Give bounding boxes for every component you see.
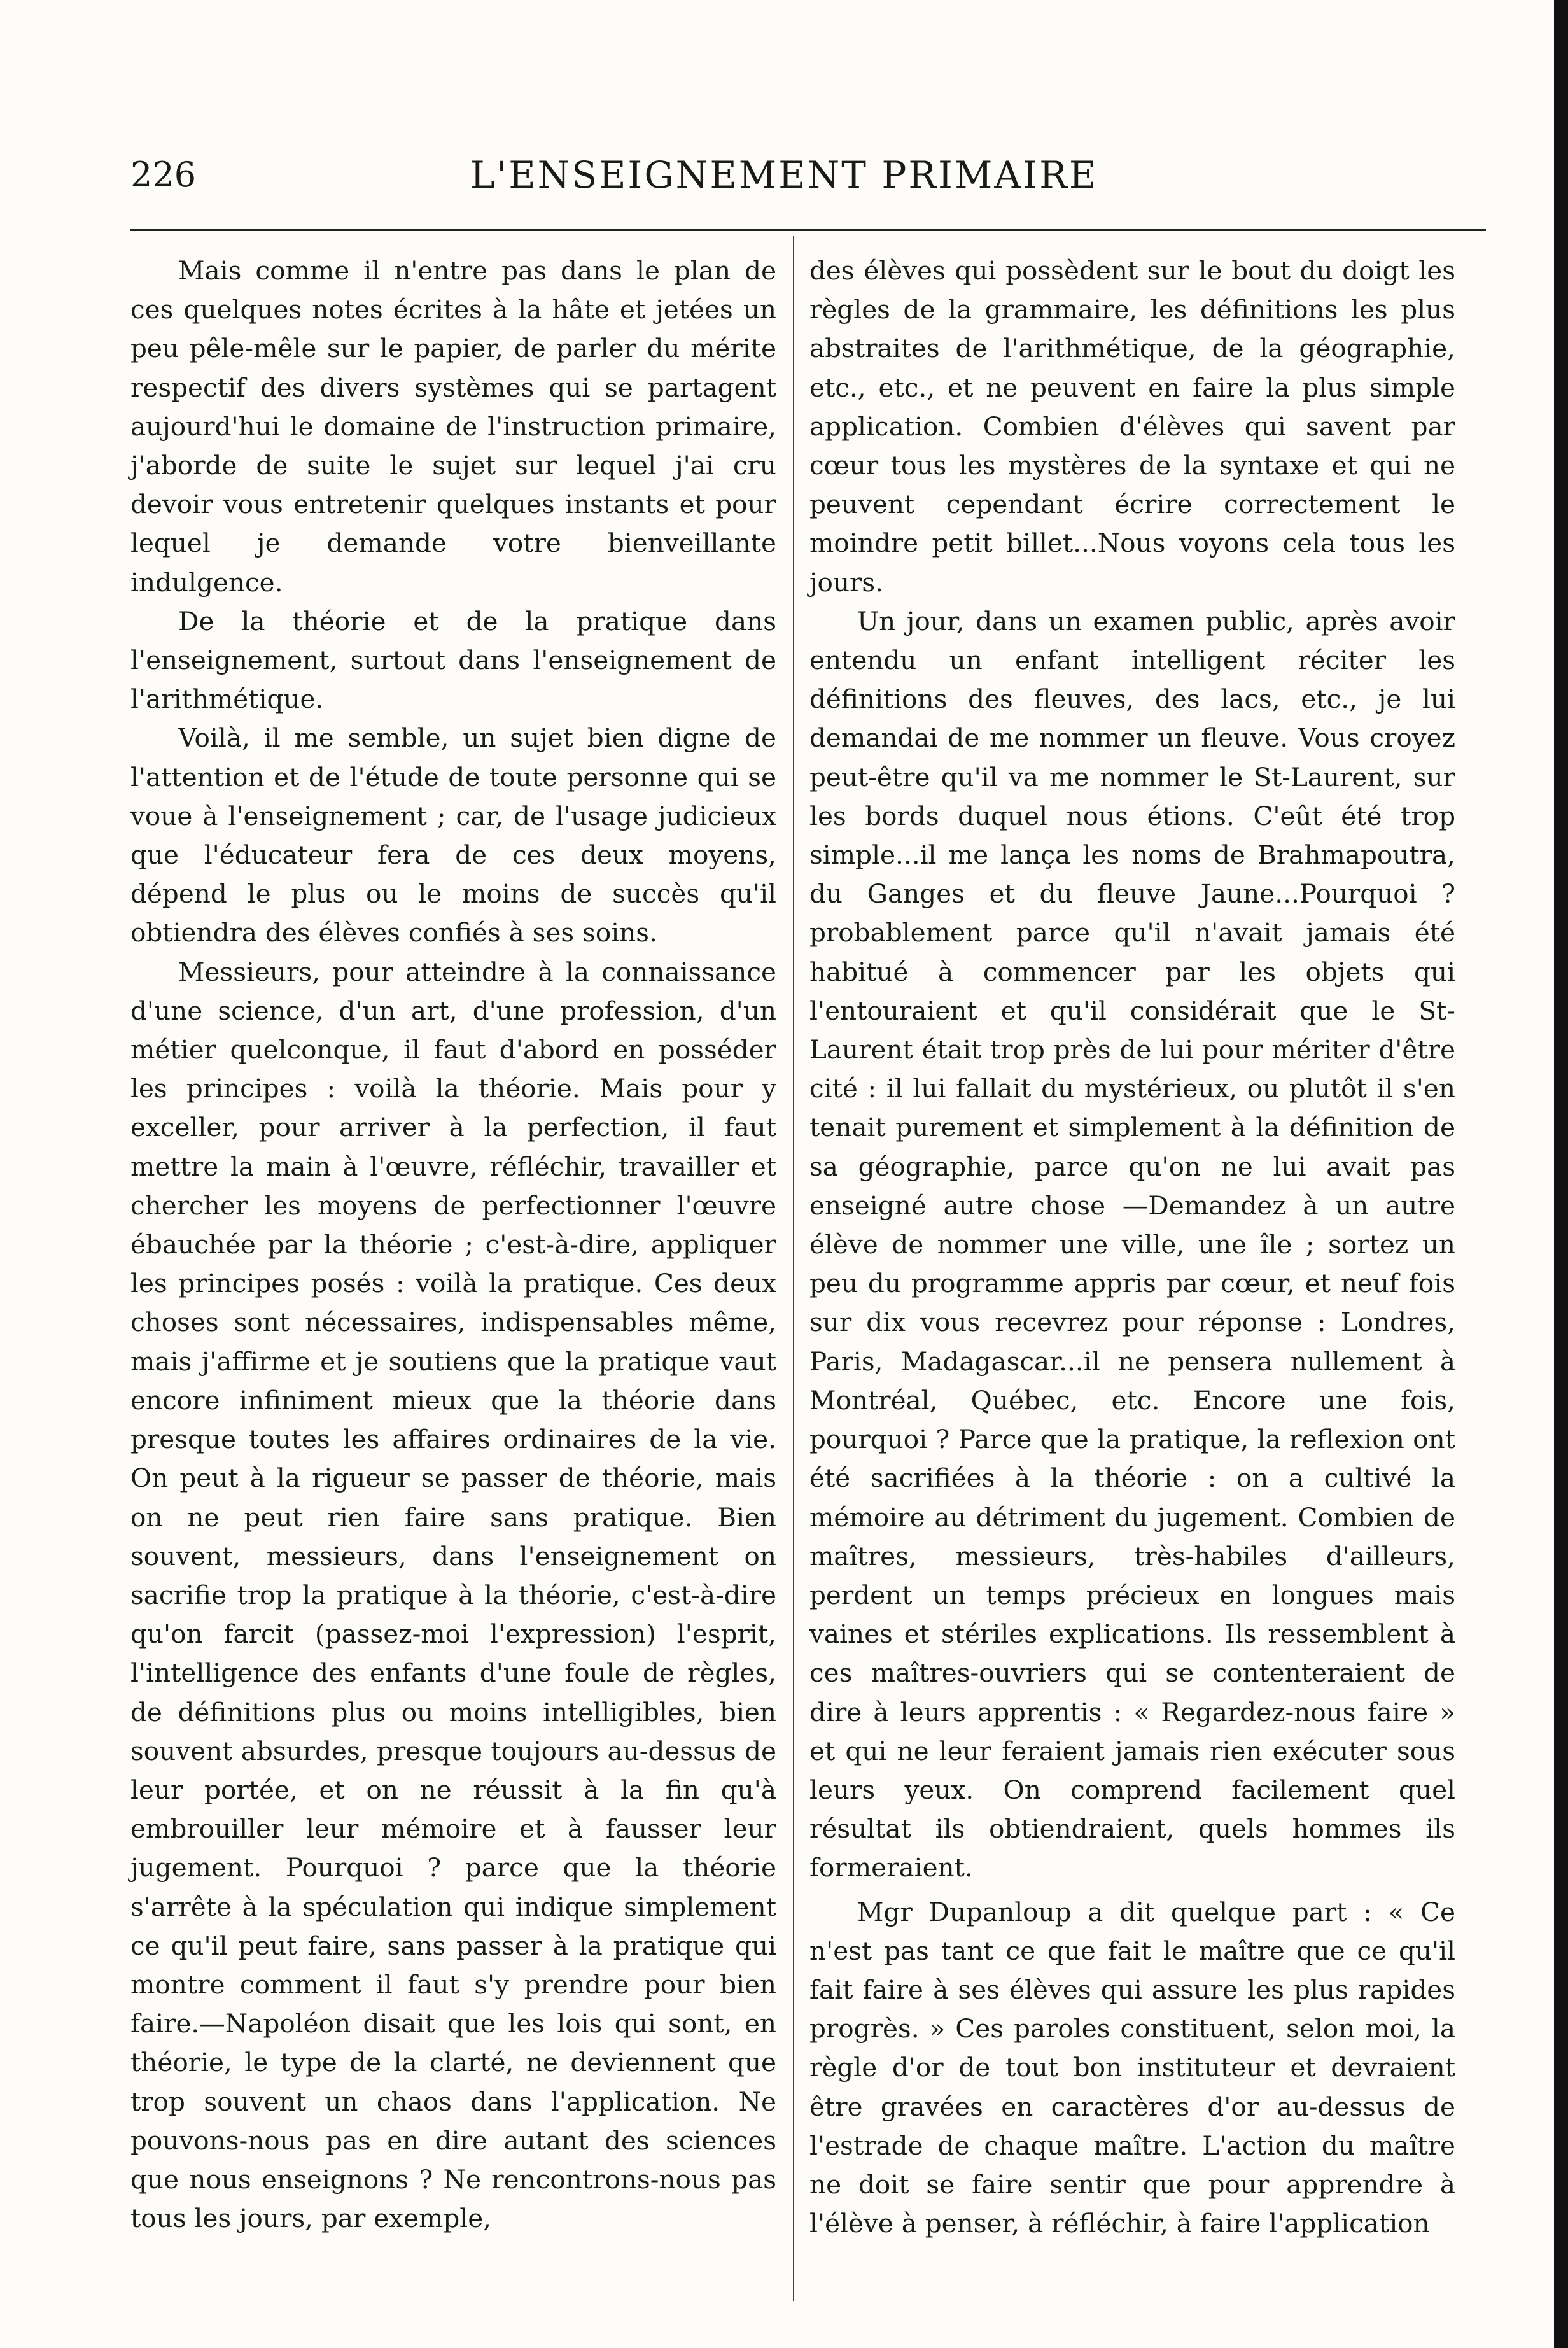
- left-column: [130, 251, 776, 2238]
- running-title: L'ENSEIGNEMENT PRIMAIRE: [470, 153, 1098, 197]
- paragraph-subject: De la théorie et de la pratique dans l'enseignement, surtout dans l'enseignement de l'arithmétique.: [130, 605, 776, 715]
- paragraph-continued: des élèves qui possèdent sur le bout du doigt les règles de la grammaire, les définitions les plus abstraites de l'arithmétique, de la géographie, etc., etc., et ne peuvent en faire la plus simple application. Combien d'élèves qui savent par cœur tous les mystères de la syntaxe et qui ne peuvent cependant écrire correctement le moindre petit billet...Nous voyons cela tous les jours.: [809, 255, 1455, 598]
- paragraph: Mais comme il n'entre pas dans le plan de ces quelques notes écrites à la hâte et jetées un peu pêle-mêle sur le papier, de parler du mérite respectif des divers systèmes qui se partagent aujourd'hui le domaine de l'instruction primaire, j'aborde de suite le sujet sur lequel j'ai cru devoir vous entretenir quelques instants et pour lequel je demande votre bienveillante indulgence.: [130, 255, 776, 598]
- paragraph: Voilà, il me semble, un sujet bien digne de l'attention et de l'étude de toute personne qui se voue à l'enseignement ; car, de l'usage judicieux que l'éducateur fera de ces deux moyens, dépend le plus ou le moins de succès qu'il obtiendra des élèves confiés à ses soins.: [130, 722, 776, 948]
- page-number: 226: [130, 155, 197, 195]
- column-divider: [793, 236, 794, 2301]
- paragraph: Un jour, dans un examen public, après avoir entendu un enfant intelligent réciter les définitions des fleuves, des lacs, etc., je lui demandai de me nommer un fleuve. Vous croyez peut-être qu'il va me nommer le St-Laurent, sur les bords duquel nous étions. C'eût été trop simple...il me lança les noms de Brahmapoutra, du Ganges et du fleuve Jaune...Pourquoi ? probablement parce qu'il n'avait jamais été habitué à commencer par les objets qui l'entouraient et qu'il considérait que le St-Laurent était trop près de lui pour mériter d'être cité : il lui fallait du mystérieux, ou plutôt il s'en tenait purement et simplement à la définition de sa géographie, parce qu'on ne lui avait pas enseigné autre chose —Demandez à un autre élève de nommer une ville, une île ; sortez un peu du programme appris par cœur, et neuf fois sur dix vous recevrez pour réponse : Londres, Paris, Madagascar...il ne pensera nullement à Montréal, Québec, etc. Encore une fois, pourquoi ? Parce que la pratique, la reflexion ont été sacrifiées à la théorie : on a cultivé la mémoire au détriment du jugement. Combien de maîtres, messieurs, très-habiles d'ailleurs, perdent un temps précieux en longues mais vaines et stériles explications. Ils ressemblent à ces maîtres-ouvriers qui se contenteraient de dire à leurs apprentis : « Regardez-nous faire » et qui ne leur feraient jamais rien exécuter sous leurs yeux. On comprend facilement quel résultat ils obtiendraient, quels hommes ils formeraient.: [809, 605, 1455, 1883]
- right-column: [809, 251, 1455, 2243]
- paragraph: Messieurs, pour atteindre à la connaissance d'une science, d'un art, d'une profession, d'un métier quelconque, il faut d'abord en posséder les principes : voilà la théorie. Mais pour y exceller, pour arriver à la perfection, il faut mettre la main à l'œuvre, réfléchir, travailler et chercher les moyens de perfectionner l'œuvre ébauchée par la théorie ; c'est-à-dire, appliquer les principes posés : voilà la pratique. Ces deux choses sont nécessaires, indispensables même, mais j'affirme et je soutiens que la pratique vaut encore infiniment mieux que la théorie dans presque toutes les affaires ordinaires de la vie. On peut à la rigueur se passer de théorie, mais on ne peut rien faire sans pratique. Bien souvent, messieurs, dans l'enseignement on sacrifie trop la pratique à la théorie, c'est-à-dire qu'on farcit (passez-moi l'expression) l'esprit, l'intelligence des enfants d'une foule de règles, de définitions plus ou moins intelligibles, bien souvent absurdes, presque toujours au-dessus de leur portée, et on ne réussit à la fin qu'à embrouiller leur mémoire et à fausser leur jugement. Pourquoi ? parce que la théorie s'arrête à la spéculation qui indique simplement ce qu'il peut faire, sans passer à la pratique qui montre comment il faut s'y prendre pour bien faire.—Napoléon disait que les lois qui sont, en théorie, le type de la clarté, ne deviennent que trop souvent un chaos dans l'application. Ne pouvons-nous pas en dire autant des sciences que nous enseignons ? Ne rencontrons-nous pas tous les jours, par exemple,: [130, 956, 776, 2234]
- paragraph: Mgr Dupanloup a dit quelque part : « Ce n'est pas tant ce que fait le maître que ce qu'il fait faire à ses élèves qui assure les plus rapides progrès. » Ces paroles constituent, selon moi, la règle d'or de tout bon instituteur et devraient être gravées en caractères d'or au-dessus de l'estrade de chaque maître. L'action du maître ne doit se faire sentir que pour apprendre à l'élève à penser, à réfléchir, à faire l'application: [809, 1896, 1455, 2239]
- header-rule: [130, 229, 1486, 231]
- scan-edge-bar: [1554, 0, 1568, 2348]
